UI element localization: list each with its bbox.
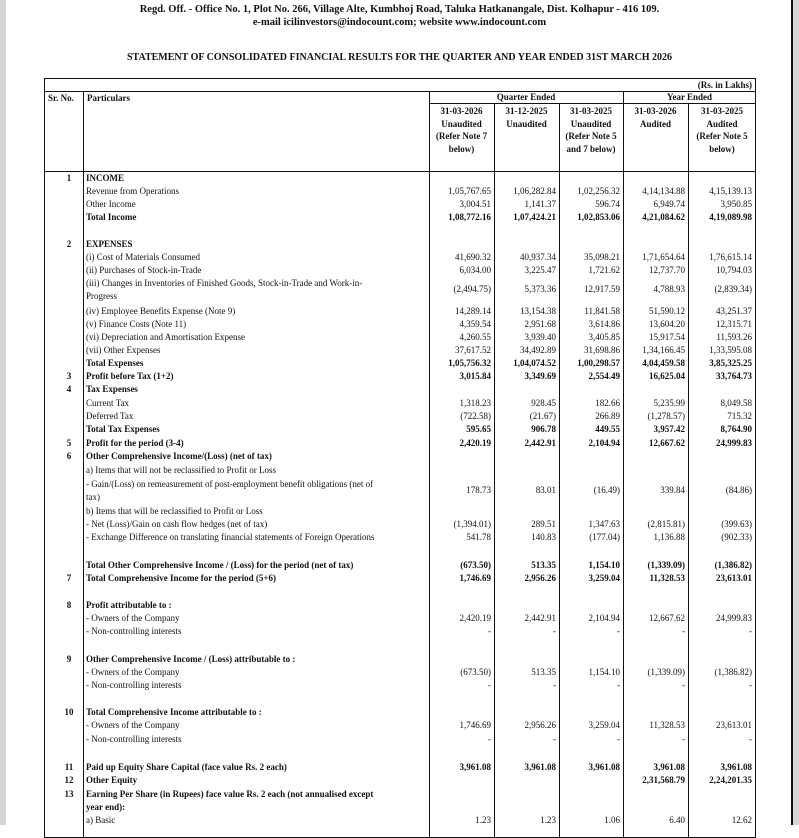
row-value-col1: 14,289.14 bbox=[455, 306, 491, 316]
row-value-col5: 43,251.37 bbox=[716, 306, 752, 316]
row-value-col2: 2,956.26 bbox=[524, 573, 556, 583]
year-ended-header: Year Ended bbox=[666, 92, 713, 102]
row-value-col3: 3,405.85 bbox=[588, 332, 620, 342]
row-value-col3: 1,02,256.32 bbox=[577, 186, 620, 196]
column-header-col3-note2: and 7 below) bbox=[566, 143, 616, 154]
row-value-col5: 24,999.83 bbox=[716, 438, 752, 448]
row-value-col5: (902.33) bbox=[721, 532, 752, 542]
row-value-col4: 15,917.54 bbox=[649, 332, 685, 342]
row-serial-number: 8 bbox=[66, 600, 72, 610]
row-value-col1: 4,260.55 bbox=[459, 332, 491, 342]
row-value-col4: 1,136.88 bbox=[653, 532, 685, 542]
row-label: a) Items that will not be reclassified to Profit or Loss bbox=[86, 465, 276, 475]
column-header-col1-note1: (Refer Note 7 bbox=[435, 131, 488, 141]
row-value-col2: 5,373.36 bbox=[524, 284, 556, 294]
row-value-col5: (1,386.82) bbox=[714, 560, 752, 570]
row-value-col4: 12,667.62 bbox=[649, 613, 685, 623]
row-value-col4: 4,788.93 bbox=[653, 284, 685, 294]
row-value-col1: 1,05,767.65 bbox=[448, 186, 491, 196]
row-value-col4: 12,737.70 bbox=[649, 265, 685, 275]
row-value-col1: (2,494.75) bbox=[453, 284, 491, 294]
row-value-col5: (1,386.82) bbox=[714, 667, 752, 677]
row-value-col1: 3,004.51 bbox=[459, 199, 491, 209]
column-header-col5-date: 31-03-2025 bbox=[701, 106, 743, 116]
row-label: Tax Expenses bbox=[86, 384, 138, 394]
row-value-col3: 3,614.86 bbox=[588, 319, 620, 329]
row-value-col5: 33,764.73 bbox=[716, 371, 752, 381]
column-header-col5-note2: below) bbox=[709, 143, 735, 154]
row-value-col1: 37,617.52 bbox=[455, 345, 491, 355]
row-value-col5: 23,613.01 bbox=[716, 720, 752, 730]
row-label: (vi) Depreciation and Amortisation Expense bbox=[86, 332, 245, 342]
row-label: Current Tax bbox=[86, 398, 129, 408]
row-value-col3: - bbox=[617, 626, 620, 636]
row-value-col3: 12,917.59 bbox=[584, 284, 620, 294]
column-header-col5-status: Audited bbox=[706, 118, 738, 129]
row-value-col4: 6,949.74 bbox=[653, 199, 685, 209]
column-header-col1-date: 31-03-2026 bbox=[440, 106, 483, 116]
row-value-col1: 1,05,756.32 bbox=[448, 358, 491, 368]
row-value-col3: 31,698.86 bbox=[584, 345, 620, 355]
row-value-col4: (1,278.57) bbox=[647, 411, 685, 421]
row-label: (iii) Changes in Inventories of Finished Goods, Stock-in-Trade and Work-in- bbox=[86, 278, 363, 288]
row-serial-number: 13 bbox=[64, 789, 74, 799]
row-value-col1: 4,359.54 bbox=[459, 319, 491, 329]
row-value-col4: 11,328.53 bbox=[649, 720, 685, 730]
row-value-col4: 3,957.42 bbox=[653, 424, 685, 434]
row-value-col4: 6.40 bbox=[669, 815, 685, 825]
row-label: - Non-controlling interests bbox=[86, 626, 182, 636]
row-value-col3: (177.04) bbox=[589, 532, 620, 542]
row-label-continuation: year end): bbox=[86, 801, 126, 812]
row-value-col2: 1,04,074.52 bbox=[513, 358, 556, 368]
row-value-col1: 1,318.23 bbox=[459, 398, 491, 408]
right-page-border bbox=[791, 0, 793, 825]
row-serial-number: 11 bbox=[64, 762, 74, 772]
row-value-col2: 3,349.69 bbox=[524, 371, 556, 381]
row-value-col3: 1,721.62 bbox=[588, 265, 620, 275]
row-value-col3: 2,104.94 bbox=[588, 613, 620, 623]
row-label: Profit for the period (3-4) bbox=[86, 438, 184, 448]
row-value-col2: 83.01 bbox=[535, 485, 556, 495]
row-value-col2: - bbox=[553, 626, 556, 636]
row-value-col2: 3,225.47 bbox=[524, 265, 556, 275]
row-serial-number: 6 bbox=[66, 451, 72, 461]
row-label: - Gain/(Loss) on remeasurement of post-employment benefit obligations (net of bbox=[86, 479, 374, 489]
particulars-header: Particulars bbox=[87, 93, 130, 103]
row-value-col1: 541.78 bbox=[466, 532, 491, 542]
row-value-col1: 178.73 bbox=[466, 485, 491, 495]
row-label: Total Expenses bbox=[86, 358, 144, 368]
row-value-col3: 11,841.58 bbox=[584, 306, 620, 316]
row-value-col2: - bbox=[553, 680, 556, 690]
row-value-col4: 12,667.62 bbox=[649, 438, 685, 448]
registered-office-line: Regd. Off. - Office No. 1, Plot No. 266, Village Alte, Kumbhoj Road, Taluka Hatkanangale, Dist. Kolhapur - 416 109. bbox=[139, 4, 660, 15]
row-value-col1: 2,420.19 bbox=[459, 438, 491, 448]
row-value-col3: 3,961.08 bbox=[588, 762, 620, 772]
row-value-col4: 2,31,568.79 bbox=[642, 775, 685, 785]
row-value-col3: 3,259.04 bbox=[588, 573, 620, 583]
row-value-col3: - bbox=[617, 734, 620, 744]
row-value-col3: 2,104.94 bbox=[588, 438, 620, 448]
row-value-col3: 1,154.10 bbox=[588, 560, 620, 570]
row-value-col2: 2,442.91 bbox=[524, 438, 556, 448]
row-value-col2: 13,154.38 bbox=[520, 306, 556, 316]
row-value-col5: 1,76,615.14 bbox=[709, 252, 752, 262]
row-value-col2: 34,492.89 bbox=[520, 345, 556, 355]
row-label: (iv) Employee Benefits Expense (Note 9) bbox=[86, 306, 236, 316]
row-label: - Non-controlling interests bbox=[86, 680, 182, 690]
row-label: Other Comprehensive Income / (Loss) attributable to : bbox=[86, 654, 296, 664]
row-value-col5: 11,593.26 bbox=[716, 332, 752, 342]
row-value-col3: 2,554.49 bbox=[588, 371, 620, 381]
row-label: Total Comprehensive Income for the period (5+6) bbox=[86, 573, 276, 583]
column-header-col1-status: Unaudited bbox=[441, 118, 482, 129]
row-value-col2: 906.78 bbox=[531, 424, 556, 434]
row-value-col3: 1,347.63 bbox=[588, 519, 620, 529]
row-value-col4: 4,21,084.62 bbox=[642, 212, 685, 222]
column-header-col3-note1: (Refer Note 5 bbox=[565, 131, 617, 141]
row-label: Total Income bbox=[86, 212, 137, 222]
column-header-col1-note2: below) bbox=[448, 143, 475, 154]
row-value-col1: 6,034.00 bbox=[459, 265, 491, 275]
row-value-col2: 928.45 bbox=[531, 398, 556, 408]
row-value-col5: 23,613.01 bbox=[716, 573, 752, 583]
row-value-col4: 3,961.08 bbox=[653, 762, 685, 772]
sr-no-header: Sr. No. bbox=[48, 93, 74, 103]
row-value-col2: 513.35 bbox=[531, 667, 556, 677]
row-value-col3: 449.55 bbox=[595, 424, 620, 434]
row-value-col5: 4,15,139.13 bbox=[709, 186, 752, 196]
left-page-edge bbox=[0, 0, 6, 825]
row-value-col5: (84.86) bbox=[725, 485, 752, 495]
row-value-col3: 3,259.04 bbox=[588, 720, 620, 730]
contact-line: e-mail icilinvestors@indocount.com; website www.indocount.com bbox=[252, 17, 547, 28]
row-value-col4: - bbox=[682, 680, 685, 690]
row-label: Paid up Equity Share Capital (face value Rs. 2 each) bbox=[86, 762, 287, 772]
row-value-col3: 1.06 bbox=[604, 815, 620, 825]
row-value-col1: 1,746.69 bbox=[459, 573, 491, 583]
row-value-col1: 1.23 bbox=[475, 815, 491, 825]
row-value-col2: - bbox=[553, 734, 556, 744]
row-serial-number: 9 bbox=[66, 654, 72, 664]
row-value-col3: 35,098.21 bbox=[584, 252, 620, 262]
row-value-col2: 2,956.26 bbox=[524, 720, 556, 730]
row-value-col5: 1,33,595.08 bbox=[709, 345, 752, 355]
row-value-col2: 1,07,424.21 bbox=[513, 212, 556, 222]
row-label-continuation: tax) bbox=[86, 491, 100, 502]
row-value-col1: - bbox=[488, 680, 491, 690]
row-serial-number: 5 bbox=[66, 438, 72, 448]
row-value-col1: - bbox=[488, 626, 491, 636]
statement-title: STATEMENT OF CONSOLIDATED FINANCIAL RESULTS FOR THE QUARTER AND YEAR ENDED 31ST MARCH 2026 bbox=[126, 52, 673, 63]
row-label: INCOME bbox=[86, 173, 124, 183]
row-value-col2: 2,951.68 bbox=[524, 319, 556, 329]
row-label: (v) Finance Costs (Note 11) bbox=[86, 319, 187, 329]
row-value-col4: 1,71,654.64 bbox=[642, 252, 685, 262]
row-serial-number: 3 bbox=[66, 371, 72, 381]
row-label: Total Other Comprehensive Income / (Loss) for the period (net of tax) bbox=[86, 560, 354, 570]
row-value-col1: 2,420.19 bbox=[459, 613, 491, 623]
financial-results-table bbox=[44, 78, 756, 838]
row-value-col5: (399.63) bbox=[721, 519, 752, 529]
column-header-col2-date: 31-12-2025 bbox=[505, 106, 548, 116]
row-value-col1: (673.50) bbox=[460, 560, 491, 570]
row-value-col1: (722.58) bbox=[460, 411, 491, 421]
row-value-col5: 12.62 bbox=[731, 815, 752, 825]
row-value-col5: 3,961.08 bbox=[720, 762, 752, 772]
row-value-col2: 1.23 bbox=[540, 815, 556, 825]
row-value-col3: 1,154.10 bbox=[588, 667, 620, 677]
row-value-col2: 3,961.08 bbox=[524, 762, 556, 772]
row-value-col4: 1,34,166.45 bbox=[642, 345, 685, 355]
row-label: b) Items that will be reclassified to Profit or Loss bbox=[86, 506, 263, 516]
row-value-col3: 182.66 bbox=[595, 398, 620, 408]
column-header-col5-note1: (Refer Note 5 bbox=[696, 131, 748, 141]
row-value-col4: 5,235.99 bbox=[653, 398, 685, 408]
row-label: Total Comprehensive Income attributable to : bbox=[86, 707, 262, 717]
row-value-col1: 3,961.08 bbox=[459, 762, 491, 772]
row-value-col4: 11,328.53 bbox=[649, 573, 685, 583]
row-value-col2: 1,141.37 bbox=[524, 199, 556, 209]
row-value-col5: - bbox=[749, 626, 752, 636]
row-value-col5: 8,764.90 bbox=[720, 424, 752, 434]
row-value-col5: (2,839.34) bbox=[714, 284, 752, 294]
row-serial-number: 4 bbox=[66, 384, 72, 394]
row-value-col5: 3,950.85 bbox=[720, 199, 752, 209]
row-value-col4: - bbox=[682, 734, 685, 744]
row-value-col2: 289.51 bbox=[531, 519, 556, 529]
row-value-col4: 51,590.12 bbox=[649, 306, 685, 316]
row-value-col3: 1,02,853.06 bbox=[577, 212, 620, 222]
row-value-col1: 1,08,772.16 bbox=[448, 212, 491, 222]
row-value-col4: (2,815.81) bbox=[647, 519, 685, 529]
row-value-col2: 2,442.91 bbox=[524, 613, 556, 623]
row-value-col3: 1,00,298.57 bbox=[577, 358, 620, 368]
row-label: - Owners of the Company bbox=[86, 720, 180, 730]
row-value-col4: 13,604.20 bbox=[649, 319, 685, 329]
row-value-col5: 24,999.83 bbox=[716, 613, 752, 623]
row-label-continuation: Progress bbox=[86, 290, 117, 301]
row-value-col2: 1,06,282.84 bbox=[513, 186, 556, 196]
row-value-col1: - bbox=[488, 734, 491, 744]
column-header-col4-status: Audited bbox=[639, 118, 671, 129]
row-label: - Non-controlling interests bbox=[86, 734, 182, 744]
row-value-col1: 595.65 bbox=[466, 424, 491, 434]
row-label: Profit attributable to : bbox=[86, 600, 172, 610]
row-label: (vii) Other Expenses bbox=[86, 345, 161, 355]
col-divider-sr bbox=[83, 91, 84, 838]
row-serial-number: 12 bbox=[64, 775, 74, 785]
row-label: a) Basic bbox=[86, 815, 116, 825]
row-label: Revenue from Operations bbox=[86, 186, 179, 196]
row-value-col5: 3,85,325.25 bbox=[709, 358, 752, 368]
row-value-col1: (673.50) bbox=[460, 667, 491, 677]
row-value-col1: (1,394.01) bbox=[453, 519, 491, 529]
row-label: - Exchange Difference on translating financial statements of Foreign Operations bbox=[86, 532, 375, 542]
unit-note: (Rs. in Lakhs) bbox=[697, 80, 752, 90]
row-value-col4: 16,625.04 bbox=[649, 371, 685, 381]
row-value-col1: 41,690.32 bbox=[455, 252, 491, 262]
row-value-col4: - bbox=[682, 626, 685, 636]
row-value-col2: (21.67) bbox=[529, 411, 556, 421]
row-label: Profit before Tax (1+2) bbox=[86, 371, 174, 381]
row-value-col5: 4,19,089.98 bbox=[709, 212, 752, 222]
row-value-col5: - bbox=[749, 680, 752, 690]
row-value-col3: 266.89 bbox=[595, 411, 620, 421]
row-value-col1: 1,746.69 bbox=[459, 720, 491, 730]
row-value-col2: 40,937.34 bbox=[520, 252, 556, 262]
row-value-col4: 4,14,134.88 bbox=[642, 186, 685, 196]
row-serial-number: 2 bbox=[66, 239, 72, 249]
row-serial-number: 7 bbox=[66, 573, 72, 583]
row-value-col1: 3,015.84 bbox=[459, 371, 491, 381]
row-value-col5: 2,24,201.35 bbox=[709, 775, 752, 785]
row-label: (i) Cost of Materials Consumed bbox=[86, 252, 200, 262]
row-value-col4: (1,339.09) bbox=[647, 667, 685, 677]
row-label: (ii) Purchases of Stock-in-Trade bbox=[86, 265, 202, 275]
row-label: - Owners of the Company bbox=[86, 613, 180, 623]
right-page-edge bbox=[793, 0, 799, 825]
row-label: Other Income bbox=[86, 199, 136, 209]
row-serial-number: 1 bbox=[66, 173, 72, 183]
row-label: Earning Per Share (in Rupees) face value Rs. 2 each (not annualised except bbox=[86, 789, 374, 799]
row-value-col2: 513.35 bbox=[531, 560, 556, 570]
row-value-col4: 4,04,459.58 bbox=[642, 358, 685, 368]
row-value-col5: 715.32 bbox=[727, 411, 752, 421]
row-label: - Owners of the Company bbox=[86, 667, 180, 677]
column-header-col2-status: Unaudited bbox=[506, 118, 547, 129]
row-value-col5: 8,049.58 bbox=[720, 398, 752, 408]
row-value-col3: 596.74 bbox=[595, 199, 620, 209]
row-value-col2: 3,939.40 bbox=[524, 332, 556, 342]
row-label: - Net (Loss)/Gain on cash flow hedges (net of tax) bbox=[86, 519, 268, 529]
row-value-col5: 10,794.03 bbox=[716, 265, 752, 275]
row-value-col3: - bbox=[617, 680, 620, 690]
row-value-col5: - bbox=[749, 734, 752, 744]
row-label: Total Tax Expenses bbox=[86, 424, 160, 434]
row-label: EXPENSES bbox=[86, 239, 133, 249]
row-label: Other Comprehensive Income/(Loss) (net of tax) bbox=[86, 451, 272, 461]
row-value-col2: 140.83 bbox=[531, 532, 556, 542]
row-value-col4: (1,339.09) bbox=[647, 560, 685, 570]
row-label: Other Equity bbox=[86, 775, 138, 785]
column-header-col3-date: 31-03-2025 bbox=[570, 106, 612, 116]
row-value-col3: (16.49) bbox=[593, 485, 620, 495]
quarter-ended-header: Quarter Ended bbox=[496, 92, 556, 102]
group-divider bbox=[429, 103, 756, 104]
row-value-col4: 339.84 bbox=[660, 485, 685, 495]
row-serial-number: 10 bbox=[64, 707, 74, 717]
column-header-col3-status: Unaudited bbox=[570, 118, 612, 129]
row-label: Deferred Tax bbox=[86, 411, 134, 421]
row-value-col5: 12,315.71 bbox=[716, 319, 752, 329]
column-header-col4-date: 31-03-2026 bbox=[634, 106, 677, 116]
